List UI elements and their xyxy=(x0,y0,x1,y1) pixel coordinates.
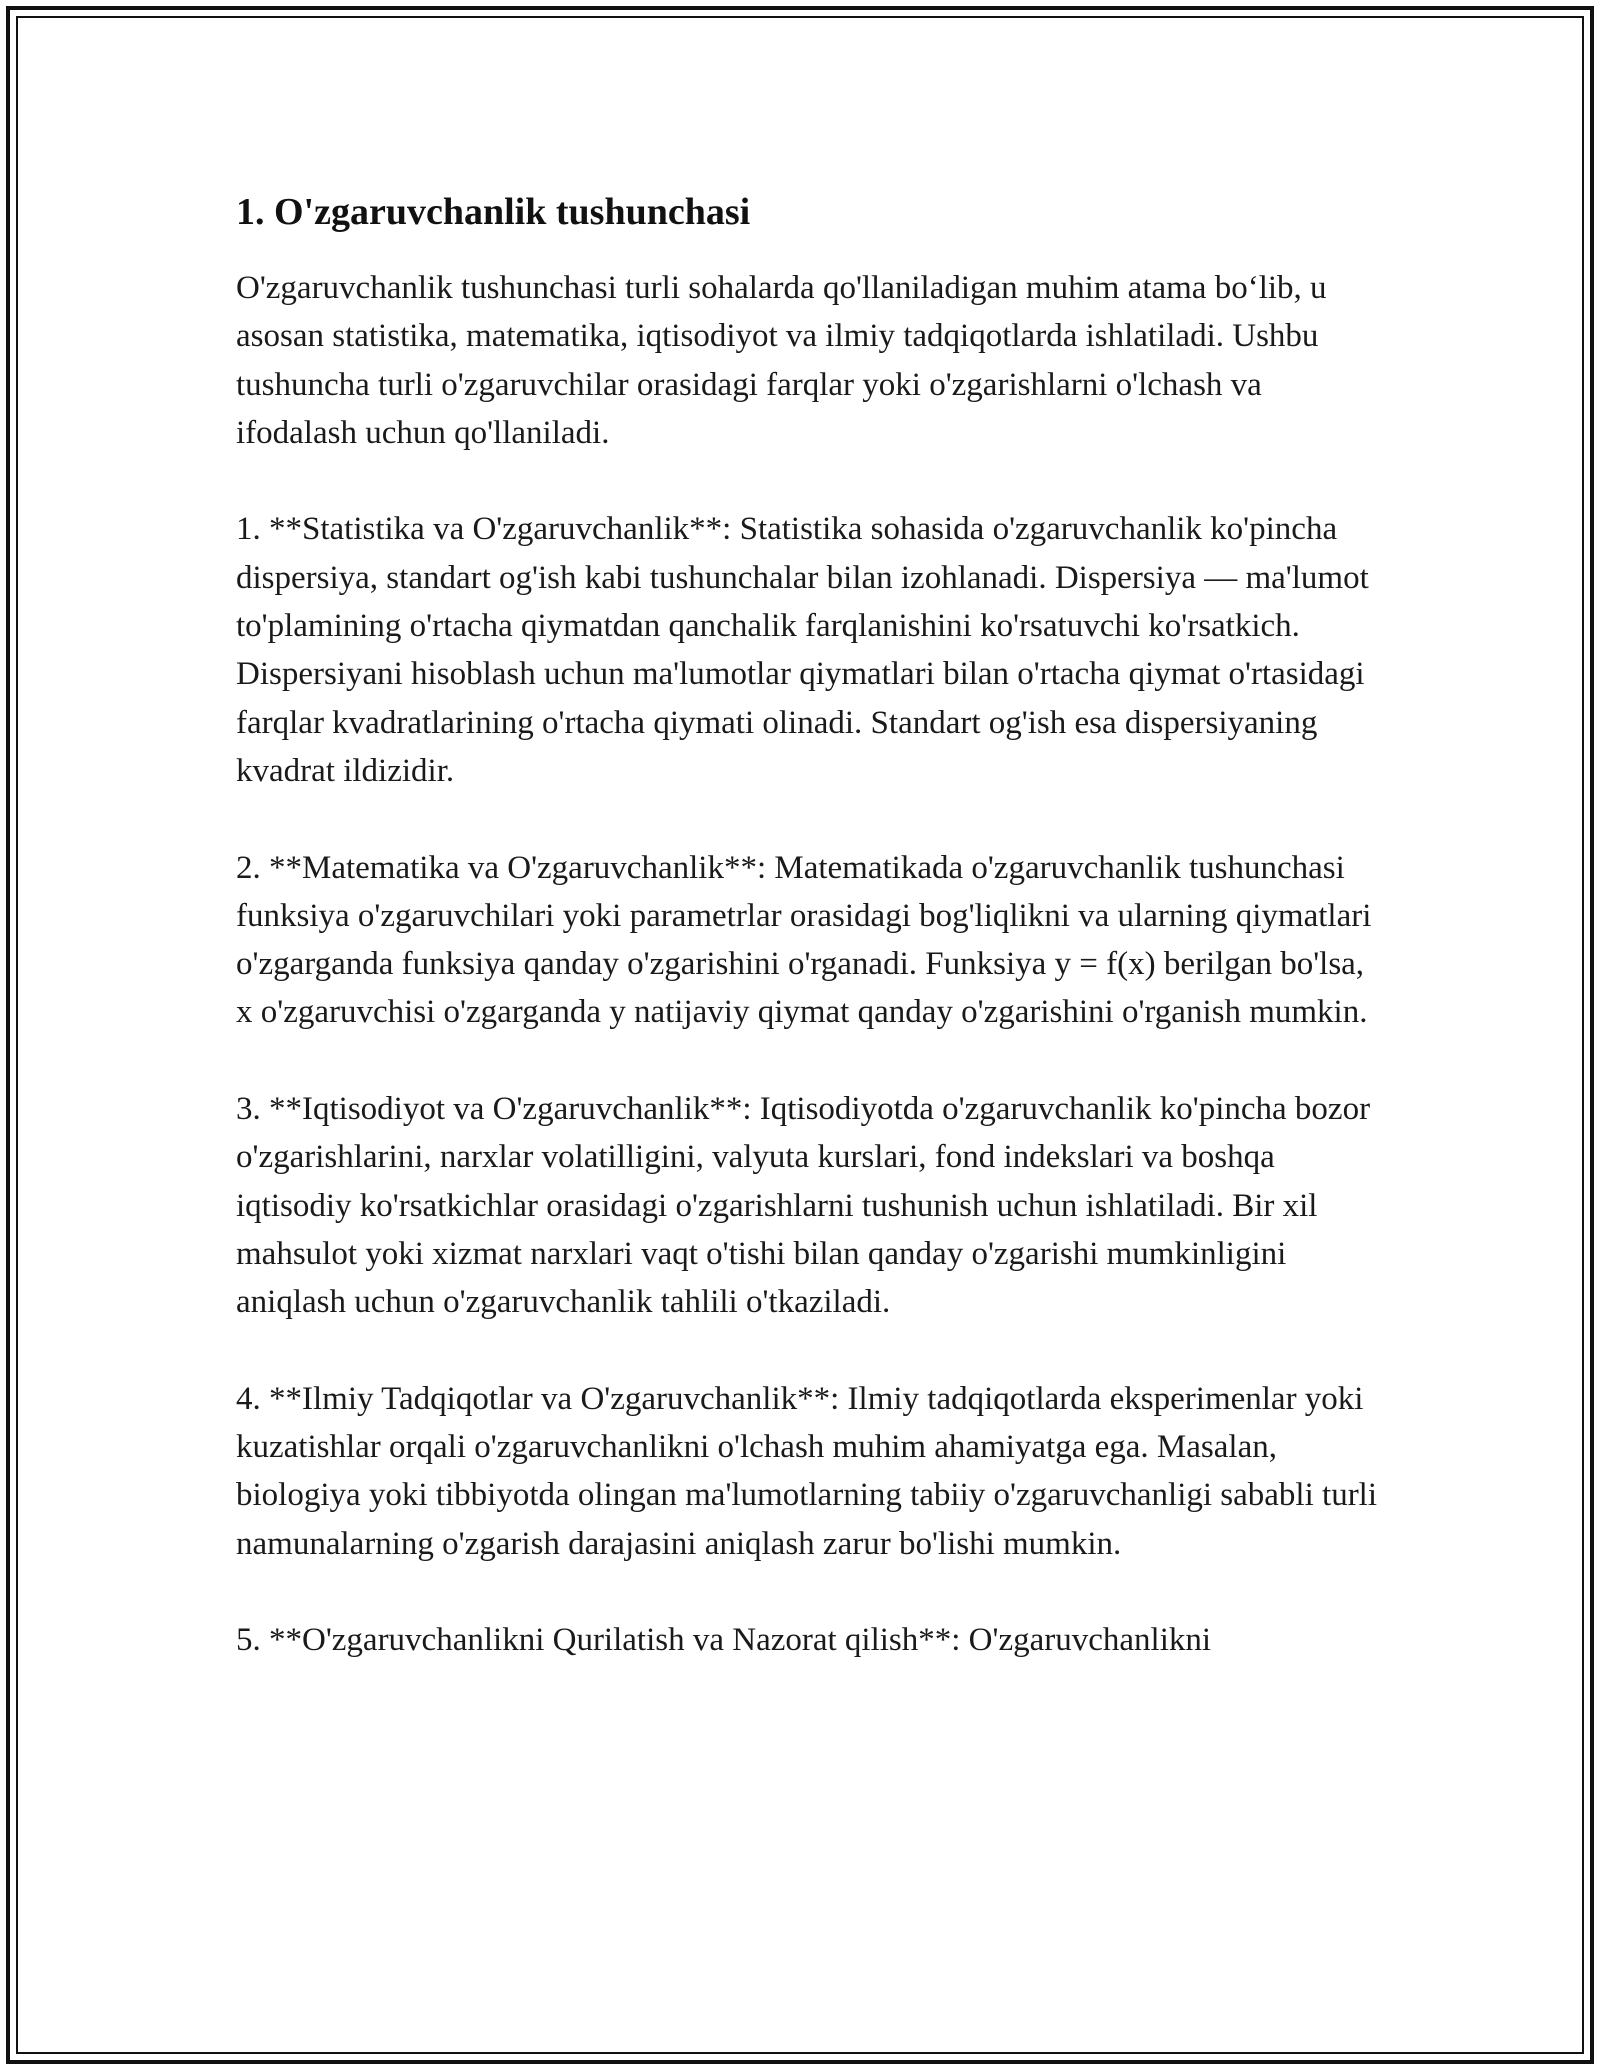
control-paragraph: 5. **O'zgaruvchanlikni Qurilatish va Nazorat qilish**: O'zgaruvchanlikni xyxy=(236,1622,1212,1659)
economics-paragraph: 3. **Iqtisodiyot va O'zgaruvchanlik**: Iqtisodiyotda o'zgaruvchanlik ko'pincha bozor o'zgarishlarini, narxlar volatilligini, valyuta kurslari, fond indekslari va boshqa iqtisodiy ko'rsatkichlar orasidagi o'zgarishlarni tushunish uchun ishlatiladi. Bir xil mahsulot yoki xizmat narxlari vaqt o'tishi bilan qanday o'zgarishi mumkinligini aniqlash uchun o'zgaruvchanlik tahlili o'tkaziladi. xyxy=(236,1091,1371,1321)
document-title: 1. O'zgaruvchanlik tushunchasi xyxy=(236,191,751,233)
intro-paragraph: O'zgaruvchanlik tushunchasi turli sohalarda qo'llaniladigan muhim atama bo‘lib, u asosan statistika, matematika, iqtisodiyot va ilmiy tadqiqotlarda ishlatiladi. Ushbu tushuncha turli o'zgaruvchilar orasidagi farqlar yoki o'zgarishlarni o'lchash va ifodalash uchun qo'llaniladi. xyxy=(236,270,1327,451)
statistics-paragraph: 1. **Statistika va O'zgaruvchanlik**: Statistika sohasida o'zgaruvchanlik ko'pincha dispersiya, standart og'ish kabi tushunchalar bilan izohlanadi. Dispersiya — ma'lumot to'plamining o'rtacha qiymatdan qanchalik farqlanishini ko'rsatuvchi ko'rsatkich. Dispersiyani hisoblash uchun ma'lumotlar qiymatlari bilan o'rtacha qiymat o'rtasidagi farqlar kvadratlarining o'rtacha qiymati olinadi. Standart og'ish esa dispersiyaning kvadrat ildizidir. xyxy=(236,511,1369,789)
research-paragraph: 4. **Ilmiy Tadqiqotlar va O'zgaruvchanlik**: Ilmiy tadqiqotlarda eksperimenlar yoki kuzatishlar orqali o'zgaruvchanlikni o'lchash muhim ahamiyatga ega. Masalan, biologiya yoki tibbiyotda olingan ma'lumotlarning tabiiy o'zgaruvchanligi sababli turli namunalarning o'zgarish darajasini aniqlash zarur bo'lishi mumkin. xyxy=(236,1380,1378,1562)
document-body xyxy=(236,186,1386,1665)
mathematics-paragraph: 2. **Matematika va O'zgaruvchanlik**: Matematikada o'zgaruvchanlik tushunchasi funksiya o'zgaruvchilari yoki parametrlar orasidagi bog'liqlikni va ularning qiymatlari o'zgarganda funksiya qanday o'zgarishini o'rganadi. Funksiya y = f(x) berilgan bo'lsa, x o'zgaruvchisi o'zgarganda y natijaviy qiymat qanday o'zgarishini o'rganish mumkin. xyxy=(236,849,1372,1031)
